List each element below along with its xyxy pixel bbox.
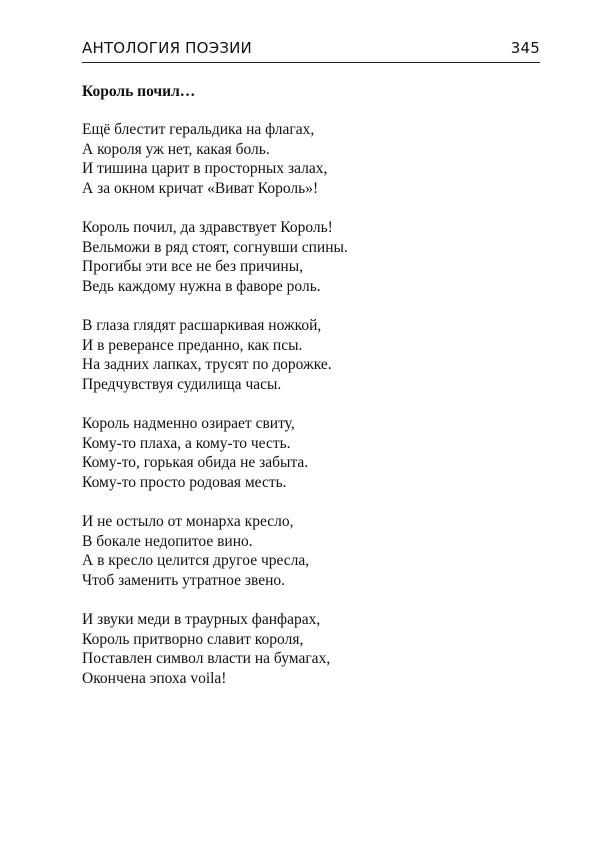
poem-title: Король почил… (82, 83, 196, 100)
poem-line: Вельможи в ряд стоят, согнувши спины. (82, 238, 348, 256)
stanza-2 (82, 218, 542, 296)
poem-line: Король притворно славит короля, (82, 630, 304, 648)
book-title: АНТОЛОГИЯ ПОЭЗИИ (82, 39, 252, 57)
poem-line: И звуки меди в траурных фанфарах, (82, 611, 321, 628)
poem-line: Окончена эпоха voila! (82, 669, 227, 687)
poem-line: Предчувствуя судилища часы. (82, 375, 282, 393)
poem-body (82, 120, 542, 708)
poem-line: А за окном кричат «Виват Король»! (82, 179, 319, 197)
poem-line: А в кресло целится другое чресла, (82, 552, 310, 569)
poem-line: Кому-то плаха, а кому-то честь. (82, 434, 291, 452)
poem-line: Прогибы эти все не без причины, (82, 258, 303, 275)
poem-line: И не остыло от монарха кресло, (82, 513, 294, 530)
page-number: 345 (510, 39, 540, 57)
stanza-5 (82, 512, 542, 590)
poem-line: В бокале недопитое вино. (82, 532, 253, 550)
poem-line: На задних лапках, трусят по дорожке. (82, 356, 332, 373)
poem-line: Ещё блестит геральдика на флагах, (82, 121, 315, 138)
poem-line: Король надменно озирает свиту, (82, 415, 295, 432)
poem-line: Поставлен символ власти на бумагах, (82, 650, 331, 667)
stanza-4 (82, 414, 542, 492)
stanza-6 (82, 610, 542, 688)
poem-line: И в реверансе преданно, как псы. (82, 336, 303, 354)
stanza-1 (82, 120, 542, 198)
poem-line: Чтоб заменить утратное звено. (82, 571, 286, 589)
poem-line: Кому-то, горькая обида не забыта. (82, 454, 309, 471)
poem-line: И тишина царит в просторных залах, (82, 160, 328, 177)
poem-line: Ведь каждому нужна в фаворе роль. (82, 277, 321, 295)
running-header (82, 34, 540, 63)
poem-line: В глаза глядят расшаркивая ножкой, (82, 317, 322, 334)
stanza-3 (82, 316, 542, 394)
poem-line: Король почил, да здравствует Король! (82, 219, 333, 236)
poem-line: А короля уж нет, какая боль. (82, 140, 270, 158)
poem-line: Кому-то просто родовая месть. (82, 473, 287, 491)
